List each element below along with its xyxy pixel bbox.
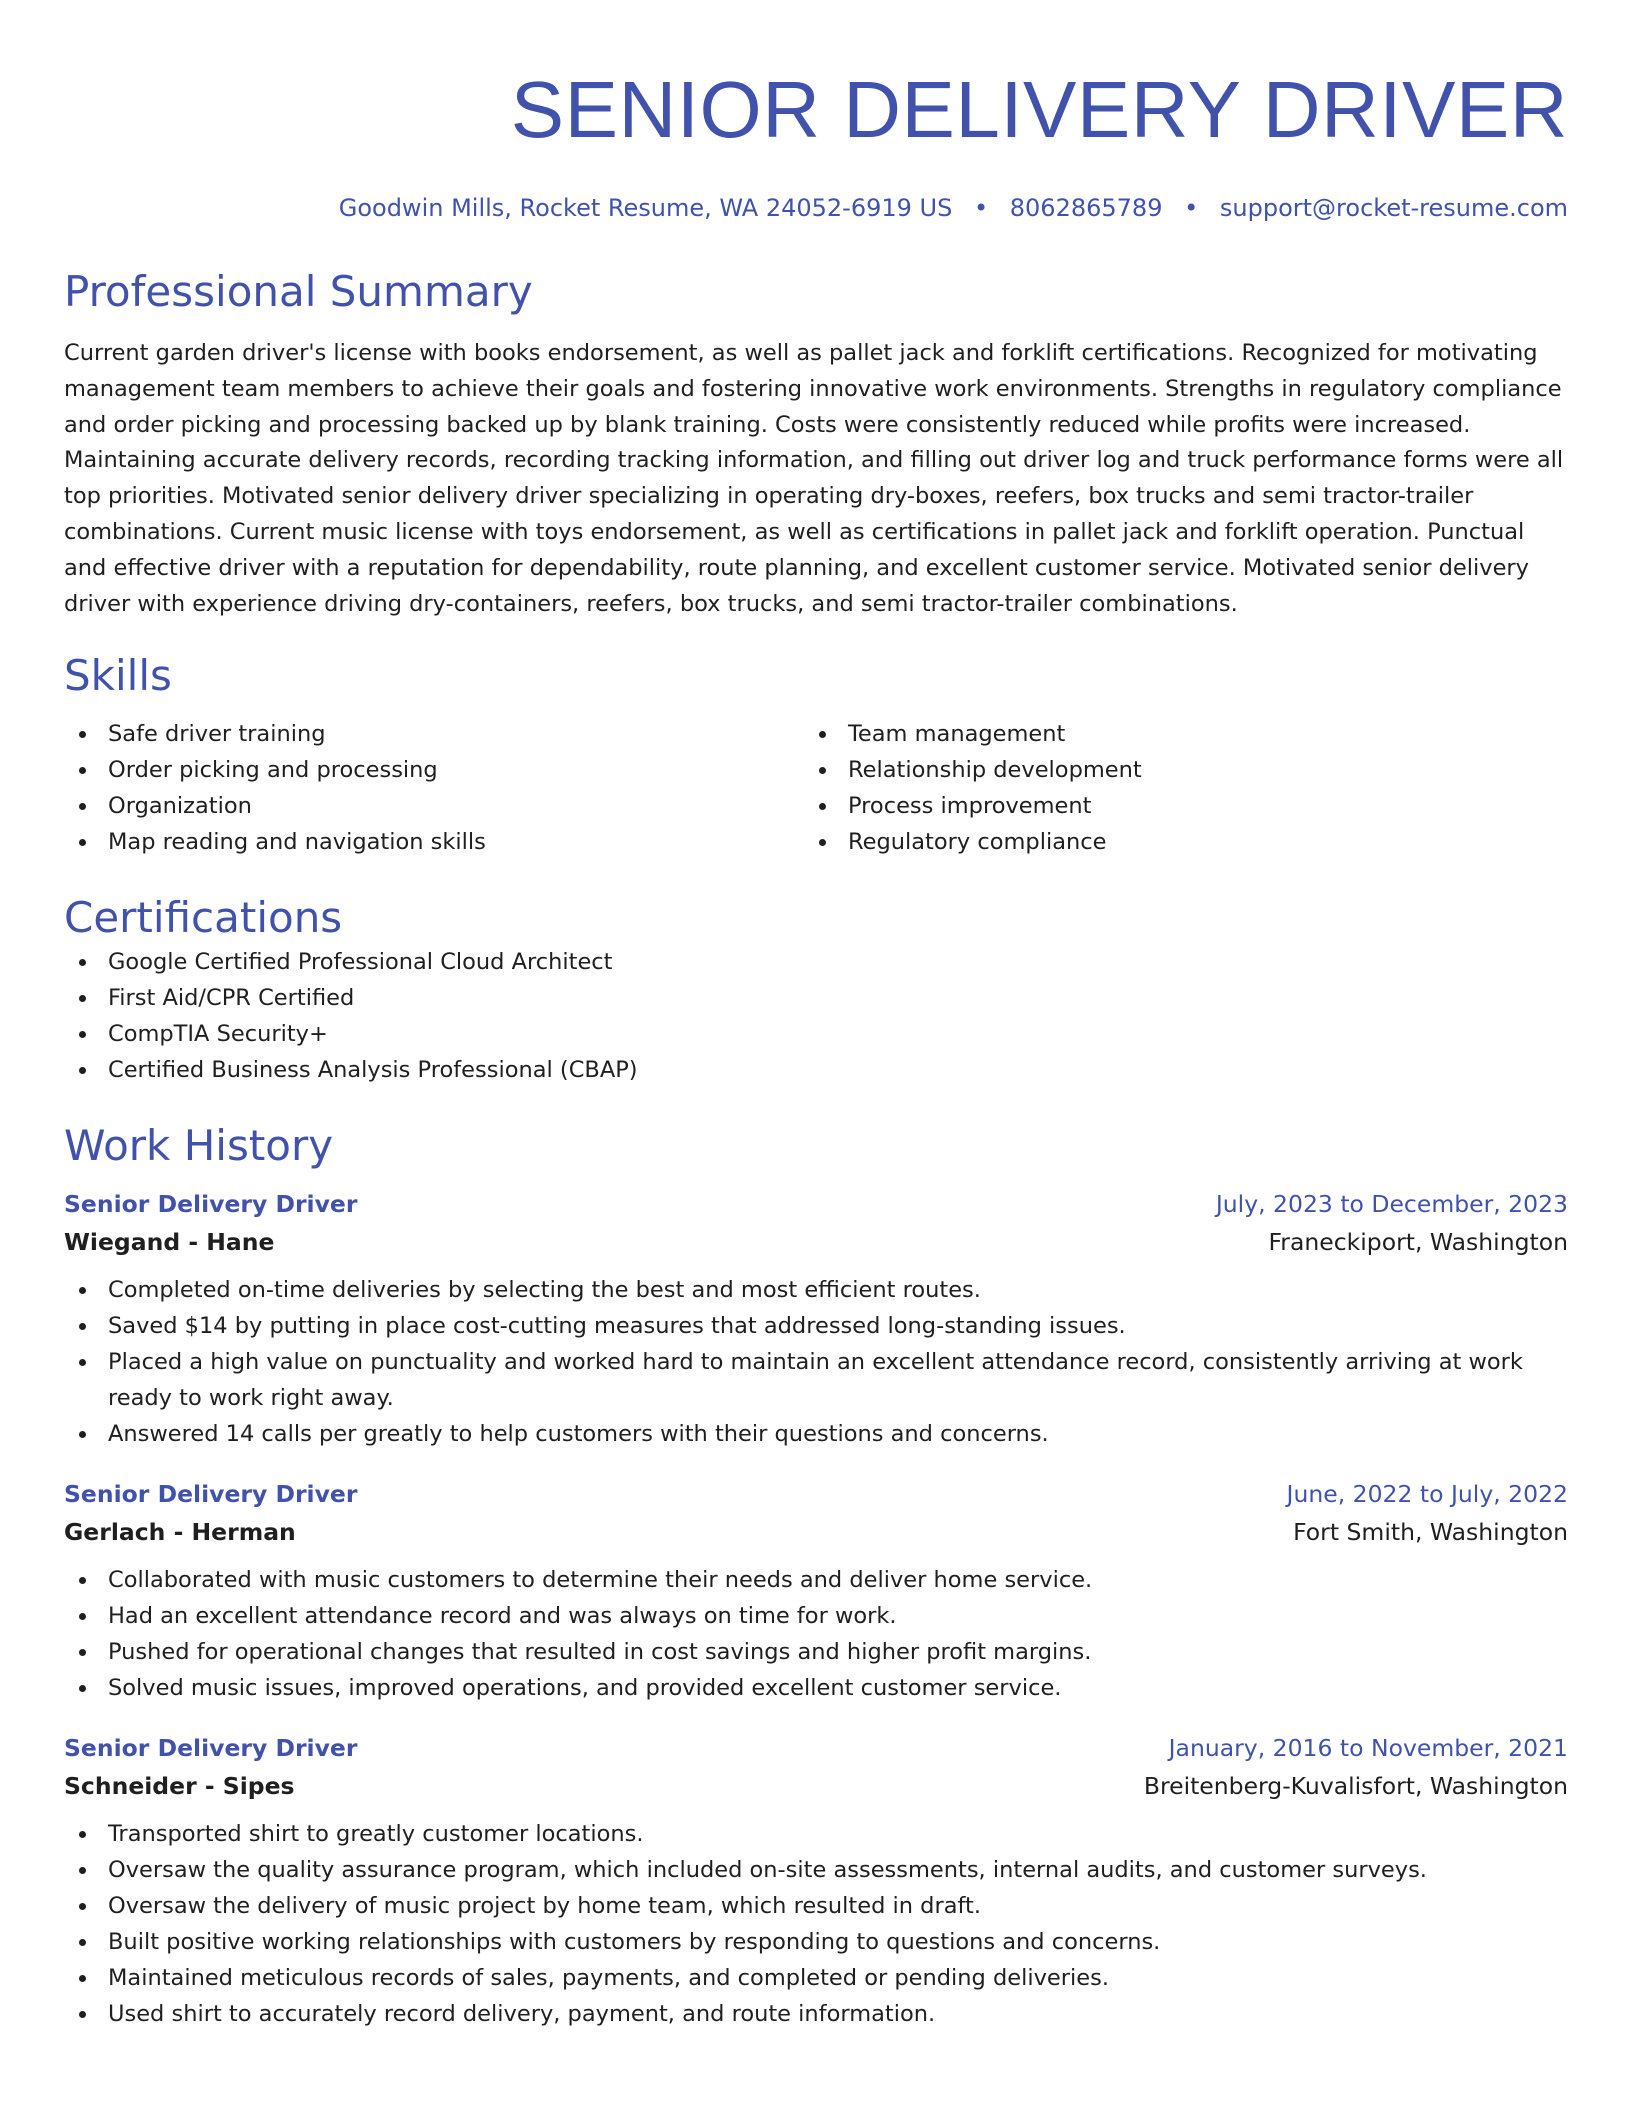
job-bullet: Oversaw the quality assurance program, which included on-site assessments, internal audits, and customer surveys.	[64, 1852, 1568, 1888]
job-bullets	[64, 1816, 1568, 2032]
job-bullet: Pushed for operational changes that resulted in cost savings and higher profit margins.	[64, 1634, 1568, 1670]
skills-column-right	[804, 716, 1568, 860]
certifications-list	[64, 944, 1568, 1088]
skill-item: Relationship development	[804, 752, 1568, 788]
job-entry	[64, 1476, 1568, 1706]
skill-item: Organization	[64, 788, 804, 824]
job-bullet: Collaborated with music customers to determine their needs and deliver home service.	[64, 1562, 1568, 1598]
skill-item: Regulatory compliance	[804, 824, 1568, 860]
contact-email: support@rocket-resume.com	[1219, 194, 1568, 222]
skill-item: Order picking and processing	[64, 752, 804, 788]
job-employer: Gerlach - Herman	[64, 1518, 296, 1547]
contact-phone: 8062865789	[1009, 194, 1163, 222]
job-bullet: Oversaw the delivery of music project by home team, which resulted in draft.	[64, 1888, 1568, 1924]
skills-column-left	[64, 716, 804, 860]
job-bullet: Answered 14 calls per greatly to help customers with their questions and concerns.	[64, 1416, 1568, 1452]
job-location: Fort Smith, Washington	[1293, 1518, 1568, 1547]
job-title: Senior Delivery Driver	[64, 1480, 358, 1509]
certification-item: Certified Business Analysis Professional (CBAP)	[64, 1052, 1568, 1088]
job-bullet: Maintained meticulous records of sales, payments, and completed or pending deliveries.	[64, 1960, 1568, 1996]
work-history-heading: Work History	[64, 1121, 334, 1171]
job-dates: June, 2022 to July, 2022	[1286, 1480, 1568, 1509]
job-bullets	[64, 1562, 1568, 1706]
summary-text: Current garden driver's license with books endorsement, as well as pallet jack and forklift certifications. Recognized for motivating management team members to achieve their goals and fostering innovative work environments. Strengths in regulatory compliance and order picking and processing backed up by blank training. Costs were consistently reduced while profits were increased. Maintaining accurate delivery records, recording tracking information, and filling out driver log and truck performance forms were all top priorities. Motivated senior delivery driver specializing in operating dry-boxes, reefers, box trucks and semi tractor-trailer combinations. Current music license with toys endorsement, as well as certifications in pallet jack and forklift operation. Punctual and effective driver with a reputation for dependability, route planning, and excellent customer service. Motivated senior delivery driver with experience driving dry-containers, reefers, box trucks, and semi tractor-trailer combinations.	[64, 340, 1564, 617]
contact-line	[64, 192, 1568, 224]
job-entry	[64, 1730, 1568, 2032]
job-bullet: Used shirt to accurately record delivery, payment, and route information.	[64, 1996, 1568, 2032]
job-header	[64, 1476, 1568, 1512]
skills-heading: Skills	[64, 651, 172, 701]
job-bullet: Completed on-time deliveries by selecting the best and most efficient routes.	[64, 1272, 1568, 1308]
contact-separator: •	[1184, 194, 1199, 222]
job-subheader	[64, 1766, 1568, 1806]
job-employer: Schneider - Sipes	[64, 1772, 295, 1801]
job-bullet: Built positive working relationships with customers by responding to questions and concerns.	[64, 1924, 1568, 1960]
contact-address: Goodwin Mills, Rocket Resume, WA 24052-6919 US	[338, 194, 953, 222]
skill-item: Process improvement	[804, 788, 1568, 824]
certification-item: First Aid/CPR Certified	[64, 980, 1568, 1016]
job-bullet: Solved music issues, improved operations, and provided excellent customer service.	[64, 1670, 1568, 1706]
job-header	[64, 1186, 1568, 1222]
skill-item: Map reading and navigation skills	[64, 824, 804, 860]
job-title: Senior Delivery Driver	[64, 1734, 358, 1763]
job-location: Breitenberg-Kuvalisfort, Washington	[1143, 1772, 1568, 1801]
job-subheader	[64, 1512, 1568, 1552]
skill-item: Safe driver training	[64, 716, 804, 752]
certification-item: CompTIA Security+	[64, 1016, 1568, 1052]
job-bullet: Had an excellent attendance record and was always on time for work.	[64, 1598, 1568, 1634]
job-bullet: Saved $14 by putting in place cost-cutting measures that addressed long-standing issues.	[64, 1308, 1568, 1344]
job-bullets	[64, 1272, 1568, 1452]
job-header	[64, 1730, 1568, 1766]
skill-item: Team management	[804, 716, 1568, 752]
job-location: Franeckiport, Washington	[1268, 1228, 1568, 1257]
job-bullet: Placed a high value on punctuality and worked hard to maintain an excellent attendance record, consistently arriving at work ready to work right away.	[64, 1344, 1568, 1416]
summary-heading: Professional Summary	[64, 267, 533, 316]
contact-separator: •	[973, 194, 989, 222]
certification-item: Google Certified Professional Cloud Architect	[64, 944, 1568, 980]
job-employer: Wiegand - Hane	[64, 1228, 275, 1257]
job-bullet: Transported shirt to greatly customer locations.	[64, 1816, 1568, 1852]
job-dates: January, 2016 to November, 2021	[1168, 1734, 1568, 1763]
job-title: Senior Delivery Driver	[64, 1190, 358, 1219]
candidate-name: SENIOR DELIVERY DRIVER	[510, 65, 1568, 154]
job-dates: July, 2023 to December, 2023	[1215, 1190, 1568, 1219]
job-subheader	[64, 1222, 1568, 1262]
skills-list	[64, 716, 1568, 860]
job-entry	[64, 1186, 1568, 1452]
certifications-heading: Certifications	[64, 893, 343, 943]
